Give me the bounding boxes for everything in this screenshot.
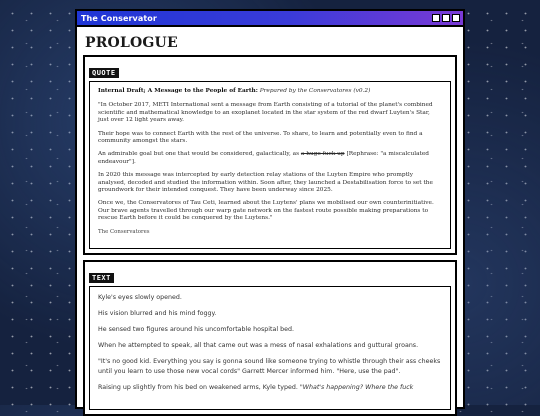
window-title: The Conservator bbox=[81, 13, 157, 23]
quote-text: An admirable goal but one that would be considered, galactically, as bbox=[98, 151, 300, 158]
story-paragraph: Kyle's eyes slowly opened. bbox=[98, 294, 182, 302]
story-text: Raising up slightly from his bed on weakened arms, Kyle typed. " bbox=[98, 384, 303, 392]
minimize-button[interactable] bbox=[432, 14, 440, 22]
quote-heading-subtitle: Prepared by the Conservatores (v0.2) bbox=[259, 88, 371, 94]
text-tag: TEXT bbox=[89, 273, 114, 283]
quote-box bbox=[89, 81, 451, 249]
app-window bbox=[75, 9, 465, 409]
quote-paragraph bbox=[98, 151, 442, 166]
quote-tag: QUOTE bbox=[89, 68, 119, 78]
story-paragraph: He sensed two figures around his uncomfortable hospital bed. bbox=[98, 326, 294, 334]
close-button[interactable] bbox=[452, 14, 460, 22]
quote-paragraph: "In October 2017, METI International sent a message from Earth consisting of a tutorial of the planet's combined scientific and mathematical knowledge to an exoplanet located in the star system of the red dwarf Luyten's Star, just over 12 light years away. bbox=[98, 102, 433, 124]
quote-signature: The Conservatores bbox=[98, 228, 150, 235]
maximize-button[interactable] bbox=[442, 14, 450, 22]
page-title: PROLOGUE bbox=[85, 35, 178, 51]
quote-paragraph: Their hope was to connect Earth with the rest of the universe. To share, to learn and potentially even to find a community amongst the stars. bbox=[98, 130, 423, 145]
quote-panel bbox=[83, 55, 457, 255]
window-content bbox=[77, 27, 463, 416]
quote-paragraph: In 2020 this message was intercepted by early detection relay stations of the Luyten Empire who promptly analysed, decoded and studied the information within. Soon after, they launched a Destabilisation force to set the groundwork for their intended conquest. They have been underway since 2025. bbox=[98, 172, 433, 194]
story-text-box bbox=[89, 286, 451, 410]
struck-text: a huge fuck-up bbox=[300, 151, 345, 158]
story-paragraph: His vision blurred and his mind foggy. bbox=[98, 310, 217, 318]
story-italic-text: What's happening? Where the fuck bbox=[302, 384, 414, 392]
text-panel bbox=[83, 260, 457, 416]
title-bar[interactable] bbox=[77, 11, 463, 27]
quote-heading bbox=[98, 88, 442, 95]
window-controls bbox=[432, 14, 460, 22]
story-paragraph: "It's no good kid. Everything you say is gonna sound like someone trying to whistle through their ass cheeks until you learn to use those new vocal cords" Garrett Mercer informed him. "Here, use the pad". bbox=[98, 358, 441, 376]
quote-text: [Rephrase: "a miscalculated endeavour"]. bbox=[98, 151, 429, 165]
quote-heading-title: Internal Draft; A Message to the People of Earth: bbox=[98, 88, 258, 94]
story-paragraph: When he attempted to speak, all that came out was a mess of nasal exhalations and guttural groans. bbox=[98, 342, 419, 350]
quote-paragraph: Once we, the Conservatores of Tau Ceti, learned about the Luytens' plans we mobilised our own counterinitiative. Our brave agents travelled through our warp gate network on the fastest route possible making preparations to rescue Earth before it could be conquered by the Luytens." bbox=[98, 200, 434, 222]
story-paragraph bbox=[98, 383, 442, 393]
